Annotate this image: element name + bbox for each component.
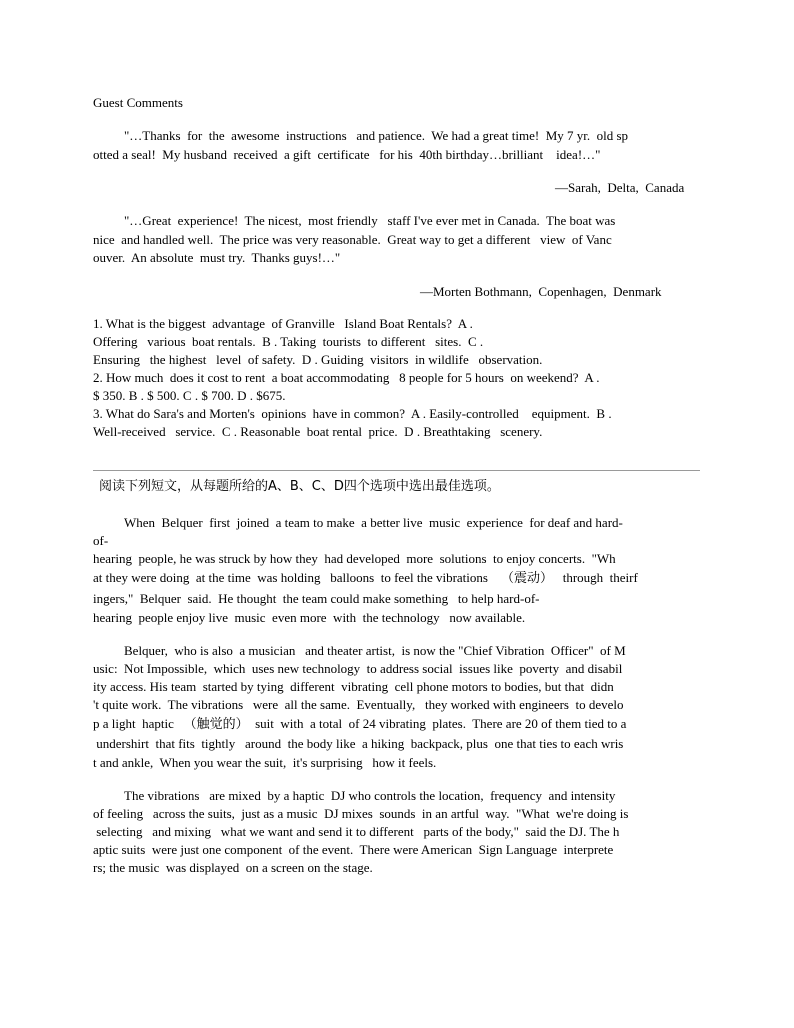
p1-line-2: of-: [93, 533, 109, 548]
p1-line-5: ingers," Belquer said. He thought the team could make something to help hard-of-: [93, 591, 540, 606]
comment2-line-2: nice and handled well. The price was very reasonable. Great way to get a different view of Vanc: [93, 232, 612, 247]
p1-line-1: When Belquer first joined a team to make a better live music experience for deaf and hard-: [124, 515, 623, 530]
question-line-1: 1. What is the biggest advantage of Granville Island Boat Rentals? A .: [93, 316, 473, 331]
p2-line-1: Belquer, who is also a musician and theater artist, is now the "Chief Vibration Officer" of M: [124, 643, 626, 658]
question-line-6: 3. What do Sara's and Morten's opinions have in common? A . Easily-controlled equipment. B .: [93, 406, 612, 421]
p3-line-1: The vibrations are mixed by a haptic DJ who controls the location, frequency and intensity: [124, 788, 616, 803]
p3-line-4: aptic suits were just one component of the event. There were American Sign Language interprete: [93, 842, 614, 857]
comment2-author: —Morten Bothmann, Copenhagen, Denmark: [420, 284, 662, 299]
p1-line-4: at they were doing at the time was holding balloons to feel the vibrations （震动） through theirf: [93, 570, 638, 585]
comment1-line-2: otted a seal! My husband received a gift certificate for his 40th birthday…brilliant idea!…": [93, 147, 601, 162]
p1-line-3: hearing people, he was struck by how they had developed more solutions to enjoy concerts. "Wh: [93, 551, 616, 566]
instruction: 阅读下列短文，从每题所给的A、B、C、D四个选项中选出最佳选项。: [99, 479, 500, 494]
p3-line-3: selecting and mixing what we want and send it to different parts of the body," said the DJ. The h: [93, 824, 620, 839]
p2-line-6: undershirt that fits tightly around the body like a hiking backpack, plus one that ties to each wris: [93, 736, 624, 751]
p1-line-6: hearing people enjoy live music even more with the technology now available.: [93, 610, 526, 625]
section-divider: [93, 470, 700, 471]
p2-line-7: t and ankle, When you wear the suit, it's surprising how it feels.: [93, 755, 437, 770]
question-line-4: 2. How much does it cost to rent a boat accommodating 8 people for 5 hours on weekend? A .: [93, 370, 600, 385]
p2-line-4: 't quite work. The vibrations were all the same. Eventually, they worked with engineers to develo: [93, 697, 624, 712]
question-line-5: $ 350. B . $ 500. C . $ 700. D . $675.: [93, 388, 286, 403]
p2-line-2: usic: Not Impossible, which uses new technology to address social issues like poverty and disabil: [93, 661, 623, 676]
p2-line-5: p a light haptic （触觉的） suit with a total of 24 vibrating plates. There are 20 of them tied to a: [93, 716, 627, 731]
comment1-author: —Sarah, Delta, Canada: [555, 180, 685, 195]
p3-line-5: rs; the music was displayed on a screen on the stage.: [93, 860, 373, 875]
comment2-line-3: ouver. An absolute must try. Thanks guys!…": [93, 250, 341, 265]
question-line-7: Well-received service. C . Reasonable boat rental price. D . Breathtaking scenery.: [93, 424, 543, 439]
p2-line-3: ity access. His team started by tying different vibrating cell phone motors to bodies, but that didn: [93, 679, 614, 694]
p3-line-2: of feeling across the suits, just as a music DJ mixes sounds in an artful way. "What we're doing is: [93, 806, 629, 821]
question-line-3: Ensuring the highest level of safety. D . Guiding visitors in wildlife observation.: [93, 352, 543, 367]
question-line-2: Offering various boat rentals. B . Taking tourists to different sites. C .: [93, 334, 484, 349]
section-title: Guest Comments: [93, 95, 183, 110]
comment1-line-1: "…Thanks for the awesome instructions and patience. We had a great time! My 7 yr. old sp: [124, 128, 629, 143]
comment2-line-1: "…Great experience! The nicest, most friendly staff I've ever met in Canada. The boat was: [124, 213, 616, 228]
